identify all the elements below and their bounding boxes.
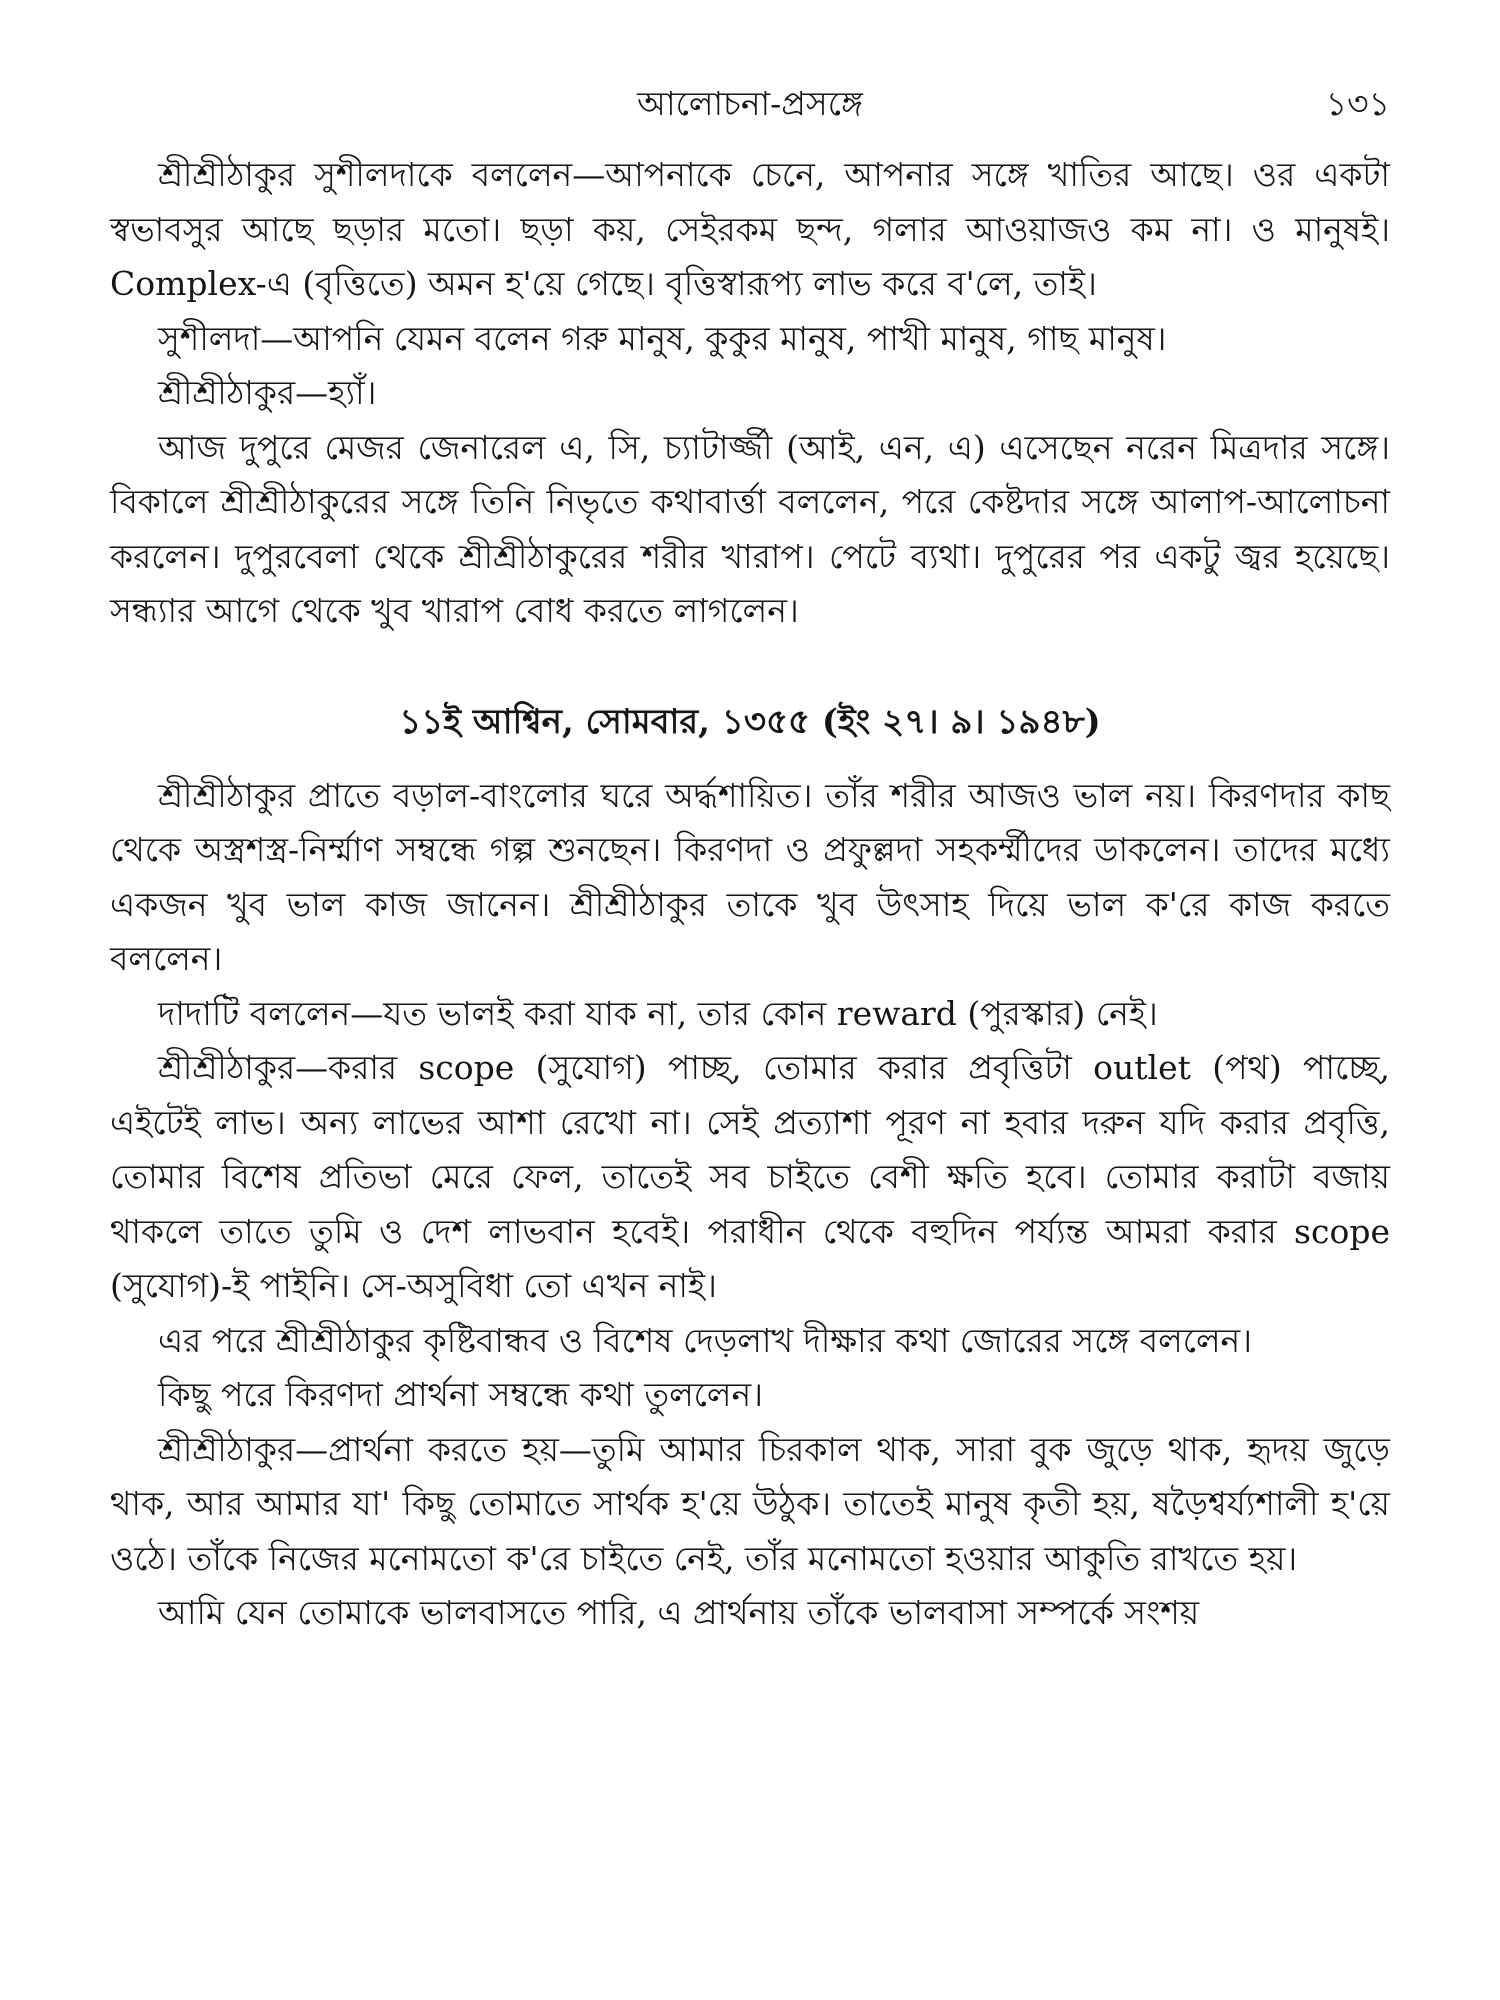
paragraph: কিছু পরে কিরণদা প্রার্থনা সম্বন্ধে কথা তুললেন।: [158, 1375, 764, 1414]
paragraph: আজ দুপুরে মেজর জেনারেল এ, সি, চ্যাটার্জ্জী (আই, এন, এ) এসেছেন নরেন মিত্রদার সঙ্গে। বিকালে শ্রীশ্রীঠাকুরের সঙ্গে তিনি নিভৃতে কথাবার্ত্তা বললেন, পরে কেষ্টদার সঙ্গে আলাপ-আলোচনা করলেন। দুপুরবেলা থেকে শ্রীশ্রীঠাকুরের শরীর খারাপ। পেটে ব্যথা। দুপুরের পর একটু জ্বর হয়েছে। সন্ধ্যার আগে থেকে খুব খারাপ বোধ করতে লাগলেন।: [110, 427, 1391, 630]
running-header: [110, 76, 1390, 132]
paragraph: শ্রীশ্রীঠাকুর সুশীলদাকে বললেন—আপনাকে চেনে, আপনার সঙ্গে খাতির আছে। ওর একটা স্বভাবসুর আছে ছড়ার মতো। ছড়া কয়, সেইরকম ছন্দ, গলার আওয়াজও কম না। ও মানুষই। Complex-এ (বৃত্তিতে) অমন হ'য়ে গেছে। বৃত্তিস্বারূপ্য লাভ করে ব'লে, তাই।: [110, 155, 1390, 303]
section-heading: ১১ই আশ্বিন, সোমবার, ১৩৫৫ (ইং ২৭। ৯। ১৯৪৮): [399, 701, 1101, 742]
paragraph: এর পরে শ্রীশ্রীঠাকুর কৃষ্টিবান্ধব ও বিশেষ দেড়লাখ দীক্ষার কথা জোরের সঙ্গে বললেন।: [158, 1320, 1253, 1360]
paragraph: দাদাটি বললেন—যত ভালই করা যাক না, তার কোন reward (পুরস্কার) নেই।: [158, 993, 1158, 1033]
body-text: [110, 148, 1390, 1641]
paragraph: শ্রীশ্রীঠাকুর প্রাতে বড়াল-বাংলোর ঘরে অর্দ্ধশায়িত। তাঁর শরীর আজও ভাল নয়। কিরণদার কাছ থেকে অস্ত্রশস্ত্র-নির্ম্মাণ সম্বন্ধে গল্প শুনছেন। কিরণদা ও প্রফুল্লদা সহকর্ম্মীদের ডাকলেন। তাদের মধ্যে একজন খুব ভাল কাজ জানেন। শ্রীশ্রীঠাকুর তাকে খুব উৎসাহ দিয়ে ভাল ক'রে কাজ করতে বললেন।: [110, 775, 1390, 978]
paragraph: সুশীলদা—আপনি যেমন বলেন গরু মানুষ, কুকুর মানুষ, পাখী মানুষ, গাছ মানুষ।: [158, 318, 1167, 358]
paragraph: শ্রীশ্রীঠাকুর—করার scope (সুযোগ) পাচ্ছ, তোমার করার প্রবৃত্তিটা outlet (পথ) পাচ্ছে, এইটেই লাভ। অন্য লাভের আশা রেখো না। সেই প্রত্যাশা পূরণ না হবার দরুন যদি করার প্রবৃত্তি, তোমার বিশেষ প্রতিভা মেরে ফেল, তাতেই সব চাইতে বেশী ক্ষতি হবে। তোমার করাটা বজায় থাকলে তাতে তুমি ও দেশ লাভবান হবেই। পরাধীন থেকে বহুদিন পর্য্যন্ত আমরা করার scope (সুযোগ)-ই পাইনি। সে-অসুবিধা তো এখন নাই।: [110, 1048, 1390, 1305]
paragraph: আমি যেন তোমাকে ভালবাসতে পারি, এ প্রার্থনায় তাঁকে ভালবাসা সম্পর্কে সংশয়: [158, 1593, 1200, 1632]
page-number: ১৩১: [1325, 84, 1390, 123]
running-title: আলোচনা-প্রসঙ্গে: [637, 84, 863, 123]
paragraph: শ্রীশ্রীঠাকুর—প্রার্থনা করতে হয়—তুমি আমার চিরকাল থাক, সারা বুক জুড়ে থাক, হৃদয় জুড়ে থাক, আর আমার যা' কিছু তোমাতে সার্থক হ'য়ে উঠুক। তাতেই মানুষ কৃতী হয়, ষড়ৈশ্বর্য্যশালী হ'য়ে ওঠে। তাঁকে নিজের মনোমতো ক'রে চাইতে নেই, তাঁর মনোমতো হওয়ার আকুতি রাখতে হয়।: [110, 1429, 1390, 1578]
paragraph: শ্রীশ্রীঠাকুর—হ্যাঁ।: [158, 373, 377, 412]
